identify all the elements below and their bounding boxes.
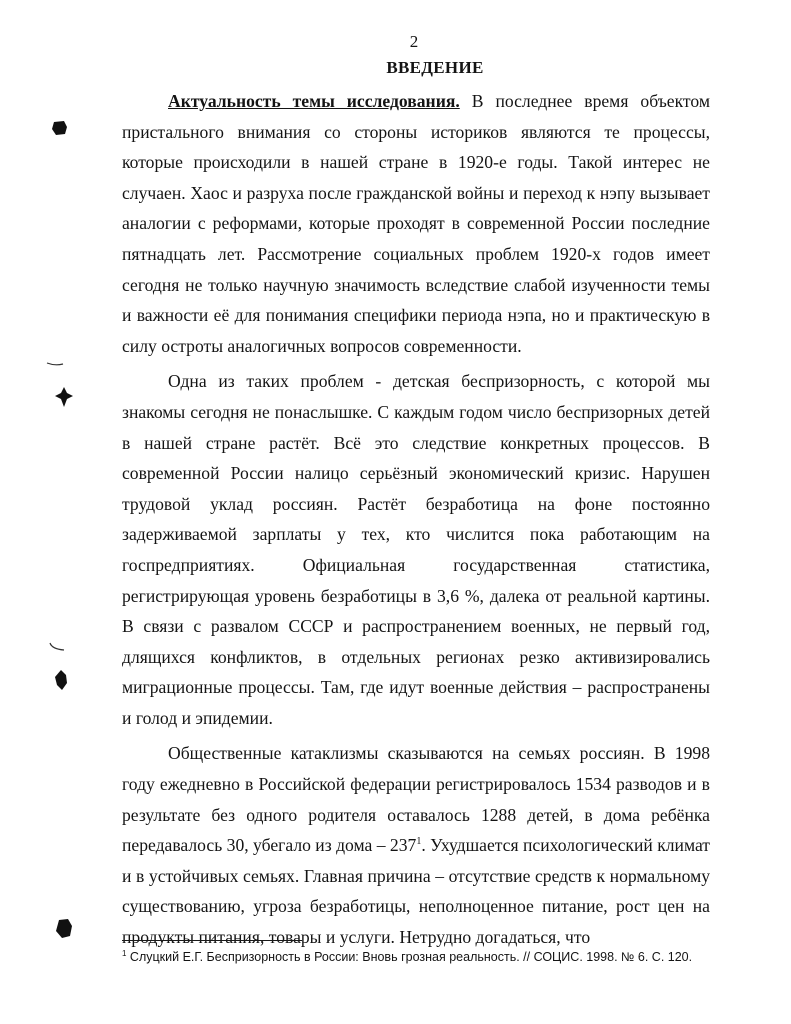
footnote xyxy=(122,949,722,965)
punch-hole-mark-2 xyxy=(54,386,74,408)
footnote-marker: 1 xyxy=(122,948,127,958)
punch-hole-mark-4 xyxy=(54,918,74,940)
margin-tick-mark-1 xyxy=(46,361,64,367)
relevance-lead: Актуальность темы исследования. xyxy=(168,91,460,111)
paragraph-homelessness: Одна из таких проблем - детская беспризорность, с которой мы знакомы сегодня не понаслышке. С каждым годом число беспризорных детей в нашей стране растёт. Всё это следствие конкретных процессов. В современной России налицо серьёзный экономический кризис. Нарушен трудовой уклад россиян. Растёт безработица на фоне постоянно задерживаемой зарплаты у тех, кто числится пока работающим на госпредприятиях. Официальная государственная статистика, регистрирующая уровень безработицы в 3,6 %, далека от реальной картины. В связи с развалом СССР и распространением военных, не первый год, длящихся конфликтов, в отдельных регионах резко активизировались миграционные процессы. Там, где идут военные действия – распространены и голод и эпидемии. xyxy=(122,371,710,728)
footnote-divider xyxy=(122,940,302,941)
footnote-reference: 1 xyxy=(416,836,422,848)
paragraph-text: В последнее время объектом пристального внимания со стороны историков являются те процессы, которые происходили в нашей стране в 1920-е годы. Такой интерес не случаен. Хаос и разруха после гражданской войны и переход к нэпу вызывает аналогии с реформами, которые проходят в современной России последние пятнадцать лет. Рассмотрение социальных проблем 1920-х годов имеет сегодня не только научную значимость вследствие слабой изученности темы и важности её для понимания специфики периода нэпа, но и практическую в силу остроты аналогичных вопросов современности. xyxy=(122,91,710,356)
margin-tick-mark-2 xyxy=(48,642,66,652)
paragraph-relevance xyxy=(122,86,710,361)
punch-hole-mark-3 xyxy=(53,669,69,691)
paragraph-text-before-ref: Общественные катаклизмы сказываются на семьях россиян. В 1998 году ежедневно в Российской федерации регистрировалось 1534 разводов и в результате без одного родителя оставалось 1288 детей, в дома ребёнка передавалось 30, убегало из дома – 237 xyxy=(122,743,710,856)
section-heading: ВВЕДЕНИЕ xyxy=(386,58,484,77)
page-number: 2 xyxy=(409,32,419,51)
paragraph-family-statistics xyxy=(122,738,710,952)
footnote-text: Слуцкий Е.Г. Беспризорность в России: Вновь грозная реальность. // СОЦИС. 1998. № 6. С. 120. xyxy=(126,950,693,964)
body-text xyxy=(122,86,710,953)
punch-hole-mark-1 xyxy=(50,119,70,137)
paragraph-text-after-ref: . Ухудшается психологический климат и в устойчивых семьях. Главная причина – отсутствие средств к нормальному существованию, угроза безработицы, неполноценное питание, рост цен на продукты питания, товары и услуги. Нетрудно догадаться, что xyxy=(122,835,711,948)
